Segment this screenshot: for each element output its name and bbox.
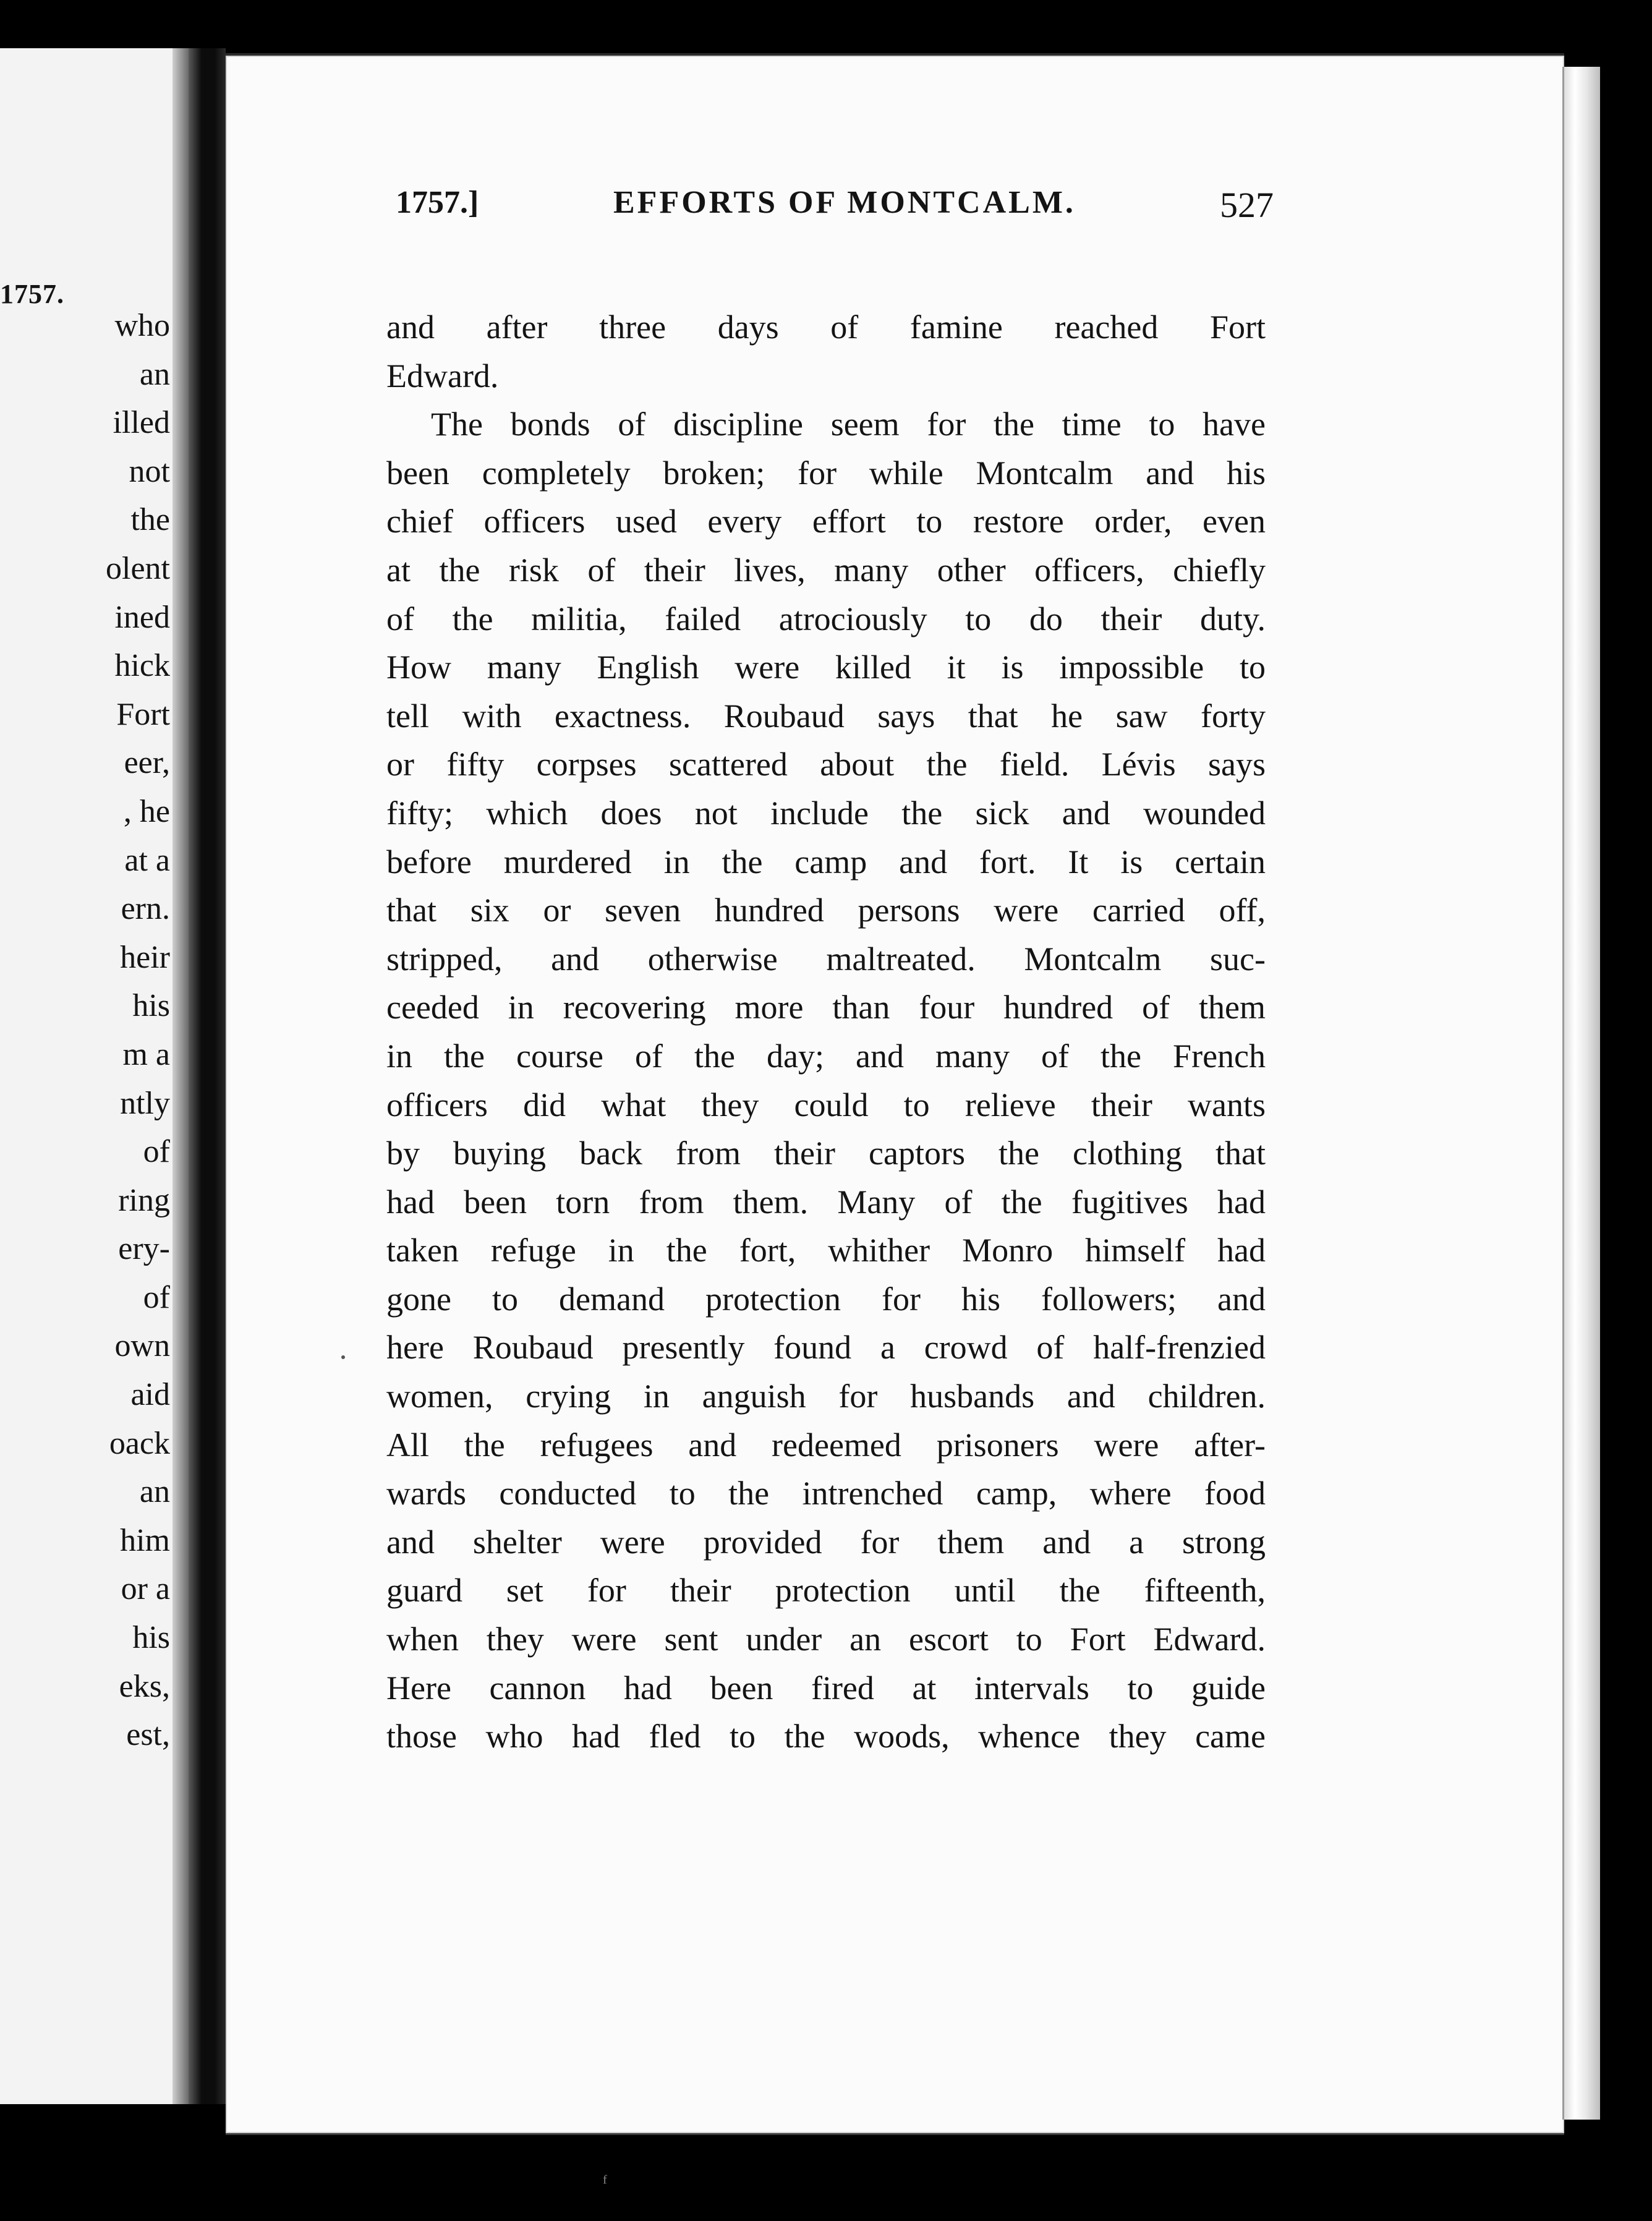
left-line-fragment: Fort bbox=[116, 696, 170, 732]
left-line-fragment: his bbox=[132, 988, 170, 1024]
left-line-fragment: eks, bbox=[119, 1668, 170, 1704]
running-head-title: EFFORTS OF MONTCALM. bbox=[613, 185, 1076, 220]
text-line: of the militia, failed atrociously to do their duty. bbox=[386, 600, 1266, 637]
text-line: chief officers used every effort to restore order, even bbox=[386, 503, 1266, 540]
spine-shadow bbox=[172, 48, 189, 2104]
text-line: fifty; which does not include the sick and wounded bbox=[386, 794, 1266, 832]
text-line: taken refuge in the fort, whither Monro himself had bbox=[386, 1232, 1266, 1269]
left-line-fragment: him bbox=[120, 1522, 170, 1558]
text-line: stripped, and otherwise maltreated. Montcalm suc- bbox=[386, 940, 1266, 978]
left-line-fragment: his bbox=[132, 1620, 170, 1656]
left-line-fragment: heir bbox=[120, 939, 170, 975]
left-line-fragment: or a bbox=[121, 1571, 170, 1607]
left-line-fragment: aid bbox=[130, 1377, 170, 1413]
running-head-year: 1757.] bbox=[396, 185, 479, 220]
left-page-text bbox=[106, 302, 170, 1760]
text-line: before murdered in the camp and fort. It is certain bbox=[386, 843, 1266, 880]
page-number: 527 bbox=[1220, 185, 1274, 225]
left-line-fragment: olent bbox=[106, 550, 170, 586]
text-line: tell with exactness. Roubaud says that he saw forty bbox=[386, 697, 1266, 735]
left-line-fragment: illed bbox=[113, 405, 170, 441]
left-line-fragment: not bbox=[129, 453, 170, 489]
left-page bbox=[0, 48, 189, 2104]
left-line-fragment: the bbox=[130, 502, 170, 538]
text-line: and shelter were provided for them and a strong bbox=[386, 1523, 1266, 1561]
left-line-fragment: , he bbox=[123, 793, 170, 829]
book-gutter bbox=[189, 48, 226, 2104]
left-line-fragment: ined bbox=[114, 599, 170, 635]
text-line: gone to demand protection for his followers; and bbox=[386, 1280, 1266, 1318]
text-line: women, crying in anguish for husbands and children. bbox=[386, 1378, 1266, 1415]
left-line-fragment: own bbox=[114, 1328, 170, 1364]
left-line-fragment: ery- bbox=[118, 1231, 170, 1267]
left-line-fragment: eer, bbox=[124, 745, 170, 781]
text-line: those who had fled to the woods, whence they came bbox=[386, 1718, 1266, 1755]
body-text bbox=[386, 303, 1266, 1761]
left-line-fragment: est, bbox=[126, 1717, 170, 1753]
footer-mark: ᶠ bbox=[603, 2172, 608, 2194]
text-line: wards conducted to the intrenched camp, where food bbox=[386, 1475, 1266, 1512]
margin-speck bbox=[341, 1355, 345, 1359]
left-line-fragment: of bbox=[143, 1279, 170, 1315]
text-line: Here cannon had been fired at intervals to guide bbox=[386, 1669, 1266, 1707]
left-line-fragment: ring bbox=[118, 1182, 170, 1218]
text-line: ceeded in recovering more than four hundred of them bbox=[386, 989, 1266, 1026]
left-line-fragment: who bbox=[114, 308, 170, 343]
left-line-fragment: ntly bbox=[120, 1085, 170, 1121]
page-edge bbox=[1562, 67, 1600, 2120]
text-line: had been torn from them. Many of the fugitives had bbox=[386, 1183, 1266, 1221]
text-line: officers did what they could to relieve their wants bbox=[386, 1086, 1266, 1123]
text-line: How many English were killed it is impossible to bbox=[386, 649, 1266, 686]
text-line: guard set for their protection until the fifteenth, bbox=[386, 1572, 1266, 1609]
left-page-header: 1757. bbox=[0, 279, 64, 309]
running-head bbox=[396, 184, 1274, 246]
text-line: The bonds of discipline seem for the time to have bbox=[431, 406, 1266, 443]
left-line-fragment: of bbox=[143, 1134, 170, 1170]
text-line: and after three days of famine reached Fort bbox=[386, 309, 1266, 346]
left-line-fragment: hick bbox=[114, 648, 170, 684]
left-line-fragment: an bbox=[139, 356, 170, 392]
left-line-fragment: m a bbox=[122, 1036, 170, 1072]
text-line: Edward. bbox=[386, 357, 499, 394]
text-line: been completely broken; for while Montcalm and his bbox=[386, 454, 1266, 492]
text-line: that six or seven hundred persons were carried off, bbox=[386, 892, 1266, 929]
text-line: or fifty corpses scattered about the field. Lévis says bbox=[386, 746, 1266, 783]
left-line-fragment: ern. bbox=[121, 891, 170, 927]
left-line-fragment: an bbox=[139, 1474, 170, 1510]
text-line: All the refugees and redeemed prisoners were after- bbox=[386, 1426, 1266, 1464]
left-line-fragment: oack bbox=[109, 1425, 170, 1461]
text-line: by buying back from their captors the clothing that bbox=[386, 1135, 1266, 1172]
left-line-fragment: at a bbox=[124, 842, 170, 878]
text-line: here Roubaud presently found a crowd of half-frenzied bbox=[386, 1329, 1266, 1366]
text-line: in the course of the day; and many of the French bbox=[386, 1037, 1266, 1075]
text-line: at the risk of their lives, many other officers, chiefly bbox=[386, 551, 1266, 589]
text-line: when they were sent under an escort to Fort Edward. bbox=[386, 1621, 1266, 1658]
